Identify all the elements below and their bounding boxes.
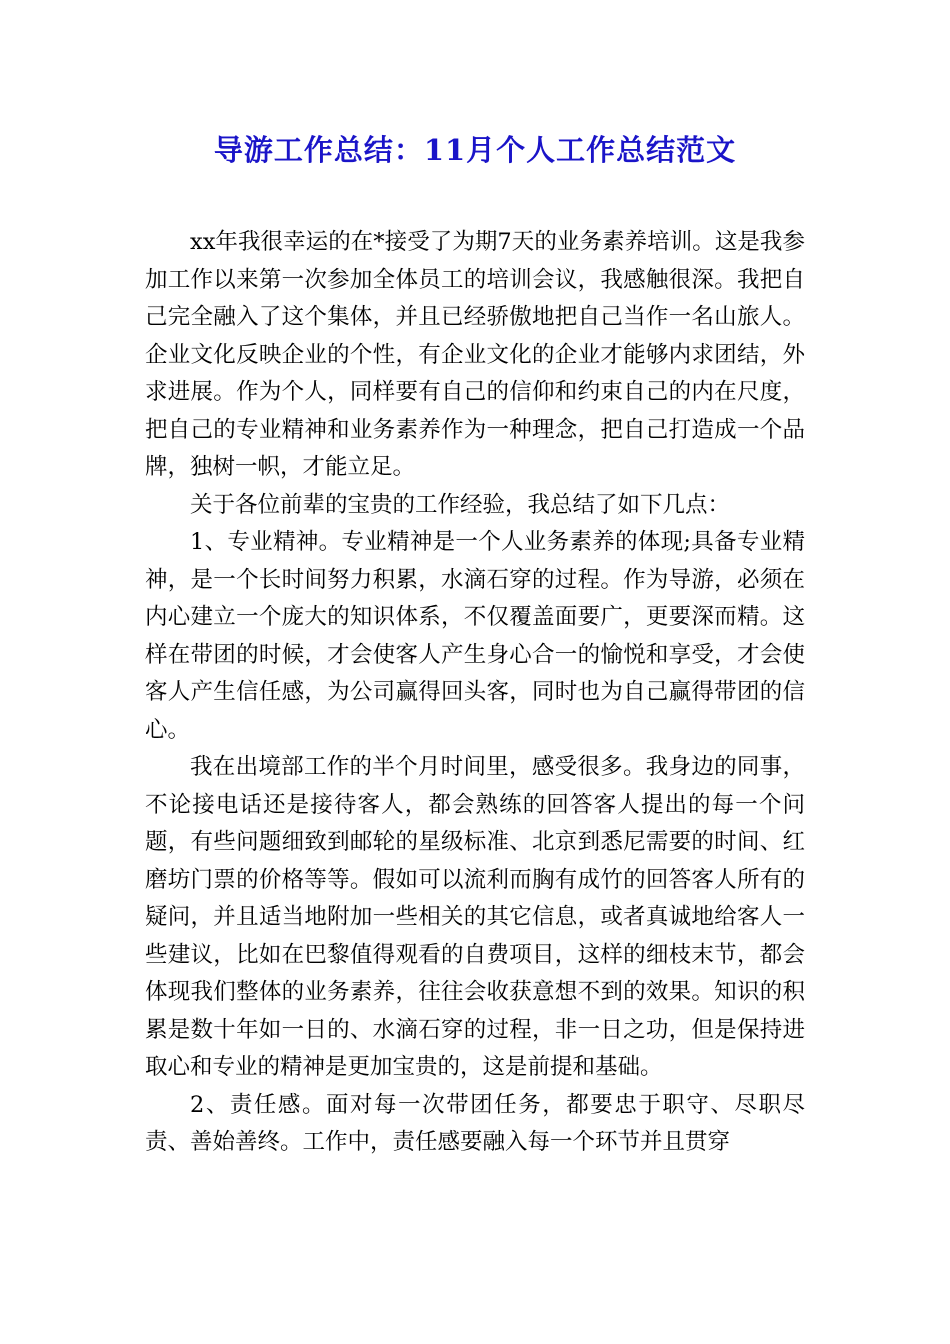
document-body <box>145 224 805 1162</box>
paragraph-outbound-experience: 我在出境部工作的半个月时间里，感受很多。我身边的同事，不论接电话还是接待客人，都会熟练的回答客人提出的每一个问题，有些问题细致到邮轮的星级标准、北京到悉尼需要的时间、红磨坊门票的价格等等。假如可以流利而胸有成竹的回答客人所有的疑问，并且适当地附加一些相关的其它信息，或者真诚地给客人一些建议，比如在巴黎值得观看的自费项目，这样的细枝末节，都会体现我们整体的业务素养，往往会收获意想不到的效果。知识的积累是数十年如一日的、水滴石穿的过程，非一日之功，但是保持进取心和专业的精神是更加宝贵的，这是前提和基础。 <box>145 754 805 1080</box>
paragraph-professionalism: 1、专业精神。专业精神是一个人业务素养的体现;具备专业精神，是一个长时间努力积累，水滴石穿的过程。作为导游，必须在内心建立一个庞大的知识体系，不仅覆盖面要广，更要深而精。这样在带团的时候，才会使客人产生身心合一的愉悦和享受，才会使客人产生信任感，为公司赢得回头客，同时也为自己赢得带团的信心。 <box>145 529 805 743</box>
document-title: 导游工作总结：11月个人工作总结范文 <box>213 133 737 167</box>
paragraph-summary-lead: 关于各位前辈的宝贵的工作经验，我总结了如下几点： <box>190 491 731 518</box>
paragraph-intro: xx年我很幸运的在*接受了为期7天的业务素养培训。这是我参加工作以来第一次参加全体员工的培训会议，我感触很深。我把自己完全融入了这个集体，并且已经骄傲地把自己当作一名山旅人。企业文化反映企业的个性，有企业文化的企业才能够内求团结，外求进展。作为个人，同样要有自己的信仰和约束自己的内在尺度，把自己的专业精神和业务素养作为一种理念，把自己打造成一个品牌，独树一帜，才能立足。 <box>145 229 805 480</box>
paragraph-responsibility: 2、责任感。面对每一次带团任务，都要忠于职守、尽职尽责、善始善终。工作中，责任感要融入每一个环节并且贯穿 <box>145 1091 805 1155</box>
